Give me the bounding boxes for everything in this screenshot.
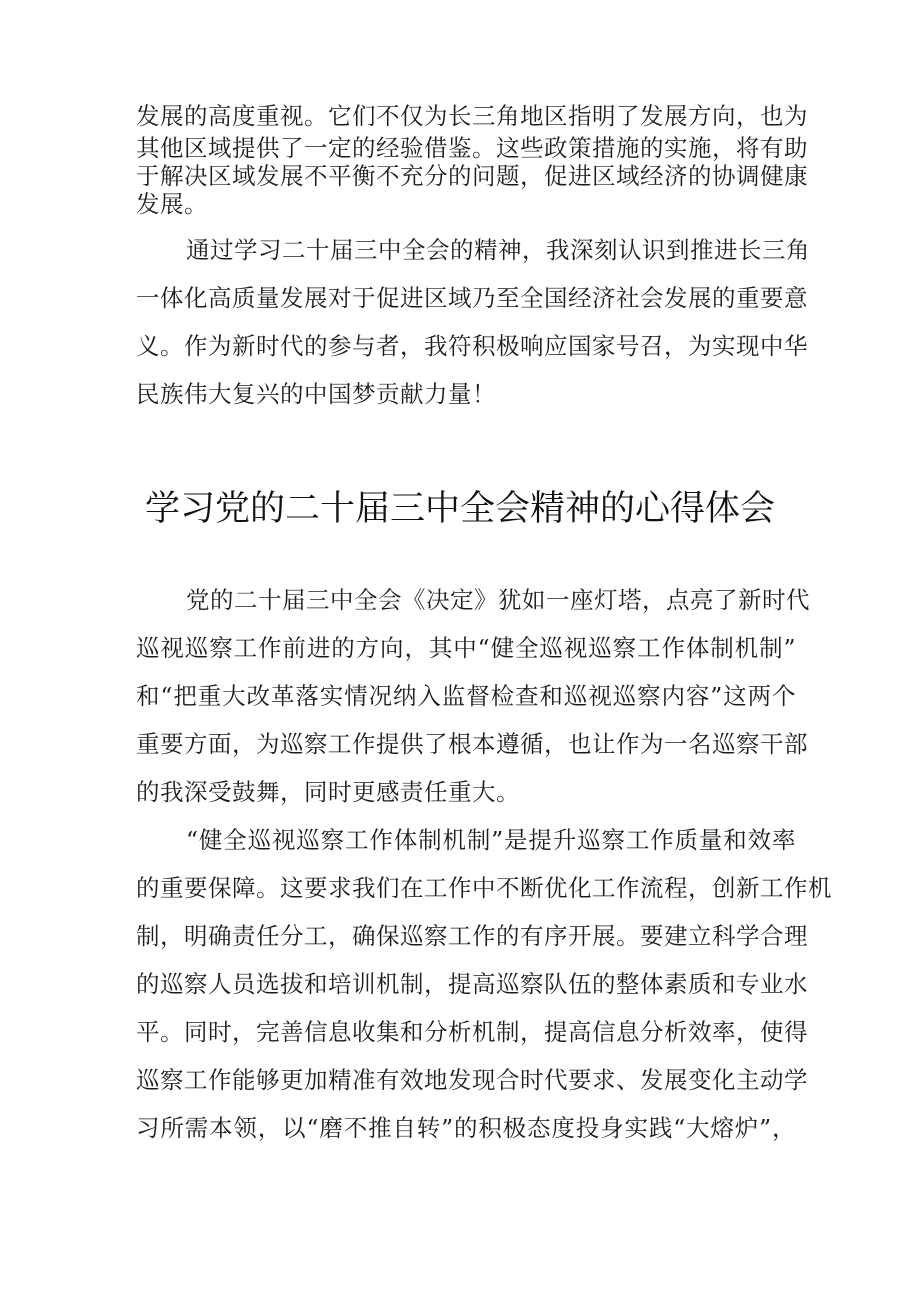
paragraph-4-line-4: 的巡察人员选拔和培训机制，提高巡察队伍的整体素质和专业水 <box>136 970 808 998</box>
paragraph-3-line-4: 重要方面，为巡察工作提供了根本遵循，也让作为一名巡察干部 <box>136 730 808 758</box>
paragraph-4-line-1: “健全巡视巡察工作体制机制”是提升巡察工作质量和效率 <box>186 826 796 854</box>
paragraph-2-line-2: 一体化高质量发展对于促进区域乃至全国经济社会发展的重要意 <box>136 284 808 312</box>
page-title: 学习党的二十届三中全会精神的心得体会 <box>144 489 775 529</box>
paragraph-1-line-3: 于解决区域发展不平衡不充分的问题，促进区域经济的协调健康 <box>136 162 808 190</box>
paragraph-4-line-3: 制，明确责任分工，确保巡察工作的有序开展。要建立科学合理 <box>136 922 808 950</box>
paragraph-1-line-1: 发展的高度重视。它们不仅为长三角地区指明了发展方向，也为 <box>136 102 808 130</box>
paragraph-2-line-3: 义。作为新时代的参与者，我符积极响应国家号召，为实现中华 <box>136 332 808 360</box>
paragraph-4-line-5: 平。同时，完善信息收集和分析机制，提高信息分析效率，使得 <box>136 1018 808 1046</box>
paragraph-3-line-2: 巡视巡察工作前进的方向，其中“健全巡视巡察工作体制机制” <box>136 634 796 662</box>
paragraph-3-line-1: 党的二十届三中全会《决定》犹如一座灯塔，点亮了新时代 <box>186 586 810 614</box>
paragraph-1-line-4: 发展。 <box>136 190 208 218</box>
paragraph-2-line-4: 民族伟大复兴的中国梦贡献力量！ <box>136 380 496 408</box>
paragraph-4-line-6: 巡察工作能够更加精准有效地发现合时代要求、发展变化主动学 <box>136 1066 808 1094</box>
paragraph-4-line-7: 习所需本领，以“磨不推自转”的积极态度投身实践“大熔炉”， <box>136 1114 796 1142</box>
paragraph-2-line-1: 通过学习二十届三中全会的精神，我深刻认识到推进长三角 <box>186 236 810 264</box>
paragraph-3-line-5: 的我深受鼓舞，同时更感责任重大。 <box>136 778 520 806</box>
paragraph-3-line-3: 和“把重大改革落实情况纳入监督检查和巡视巡察内容”这两个 <box>136 682 796 710</box>
paragraph-4-line-2: 的重要保障。这要求我们在工作中不断优化工作流程，创新工作机 <box>136 874 832 902</box>
paragraph-1-line-2: 其他区域提供了一定的经验借鉴。这些政策措施的实施，将有助 <box>136 134 808 162</box>
